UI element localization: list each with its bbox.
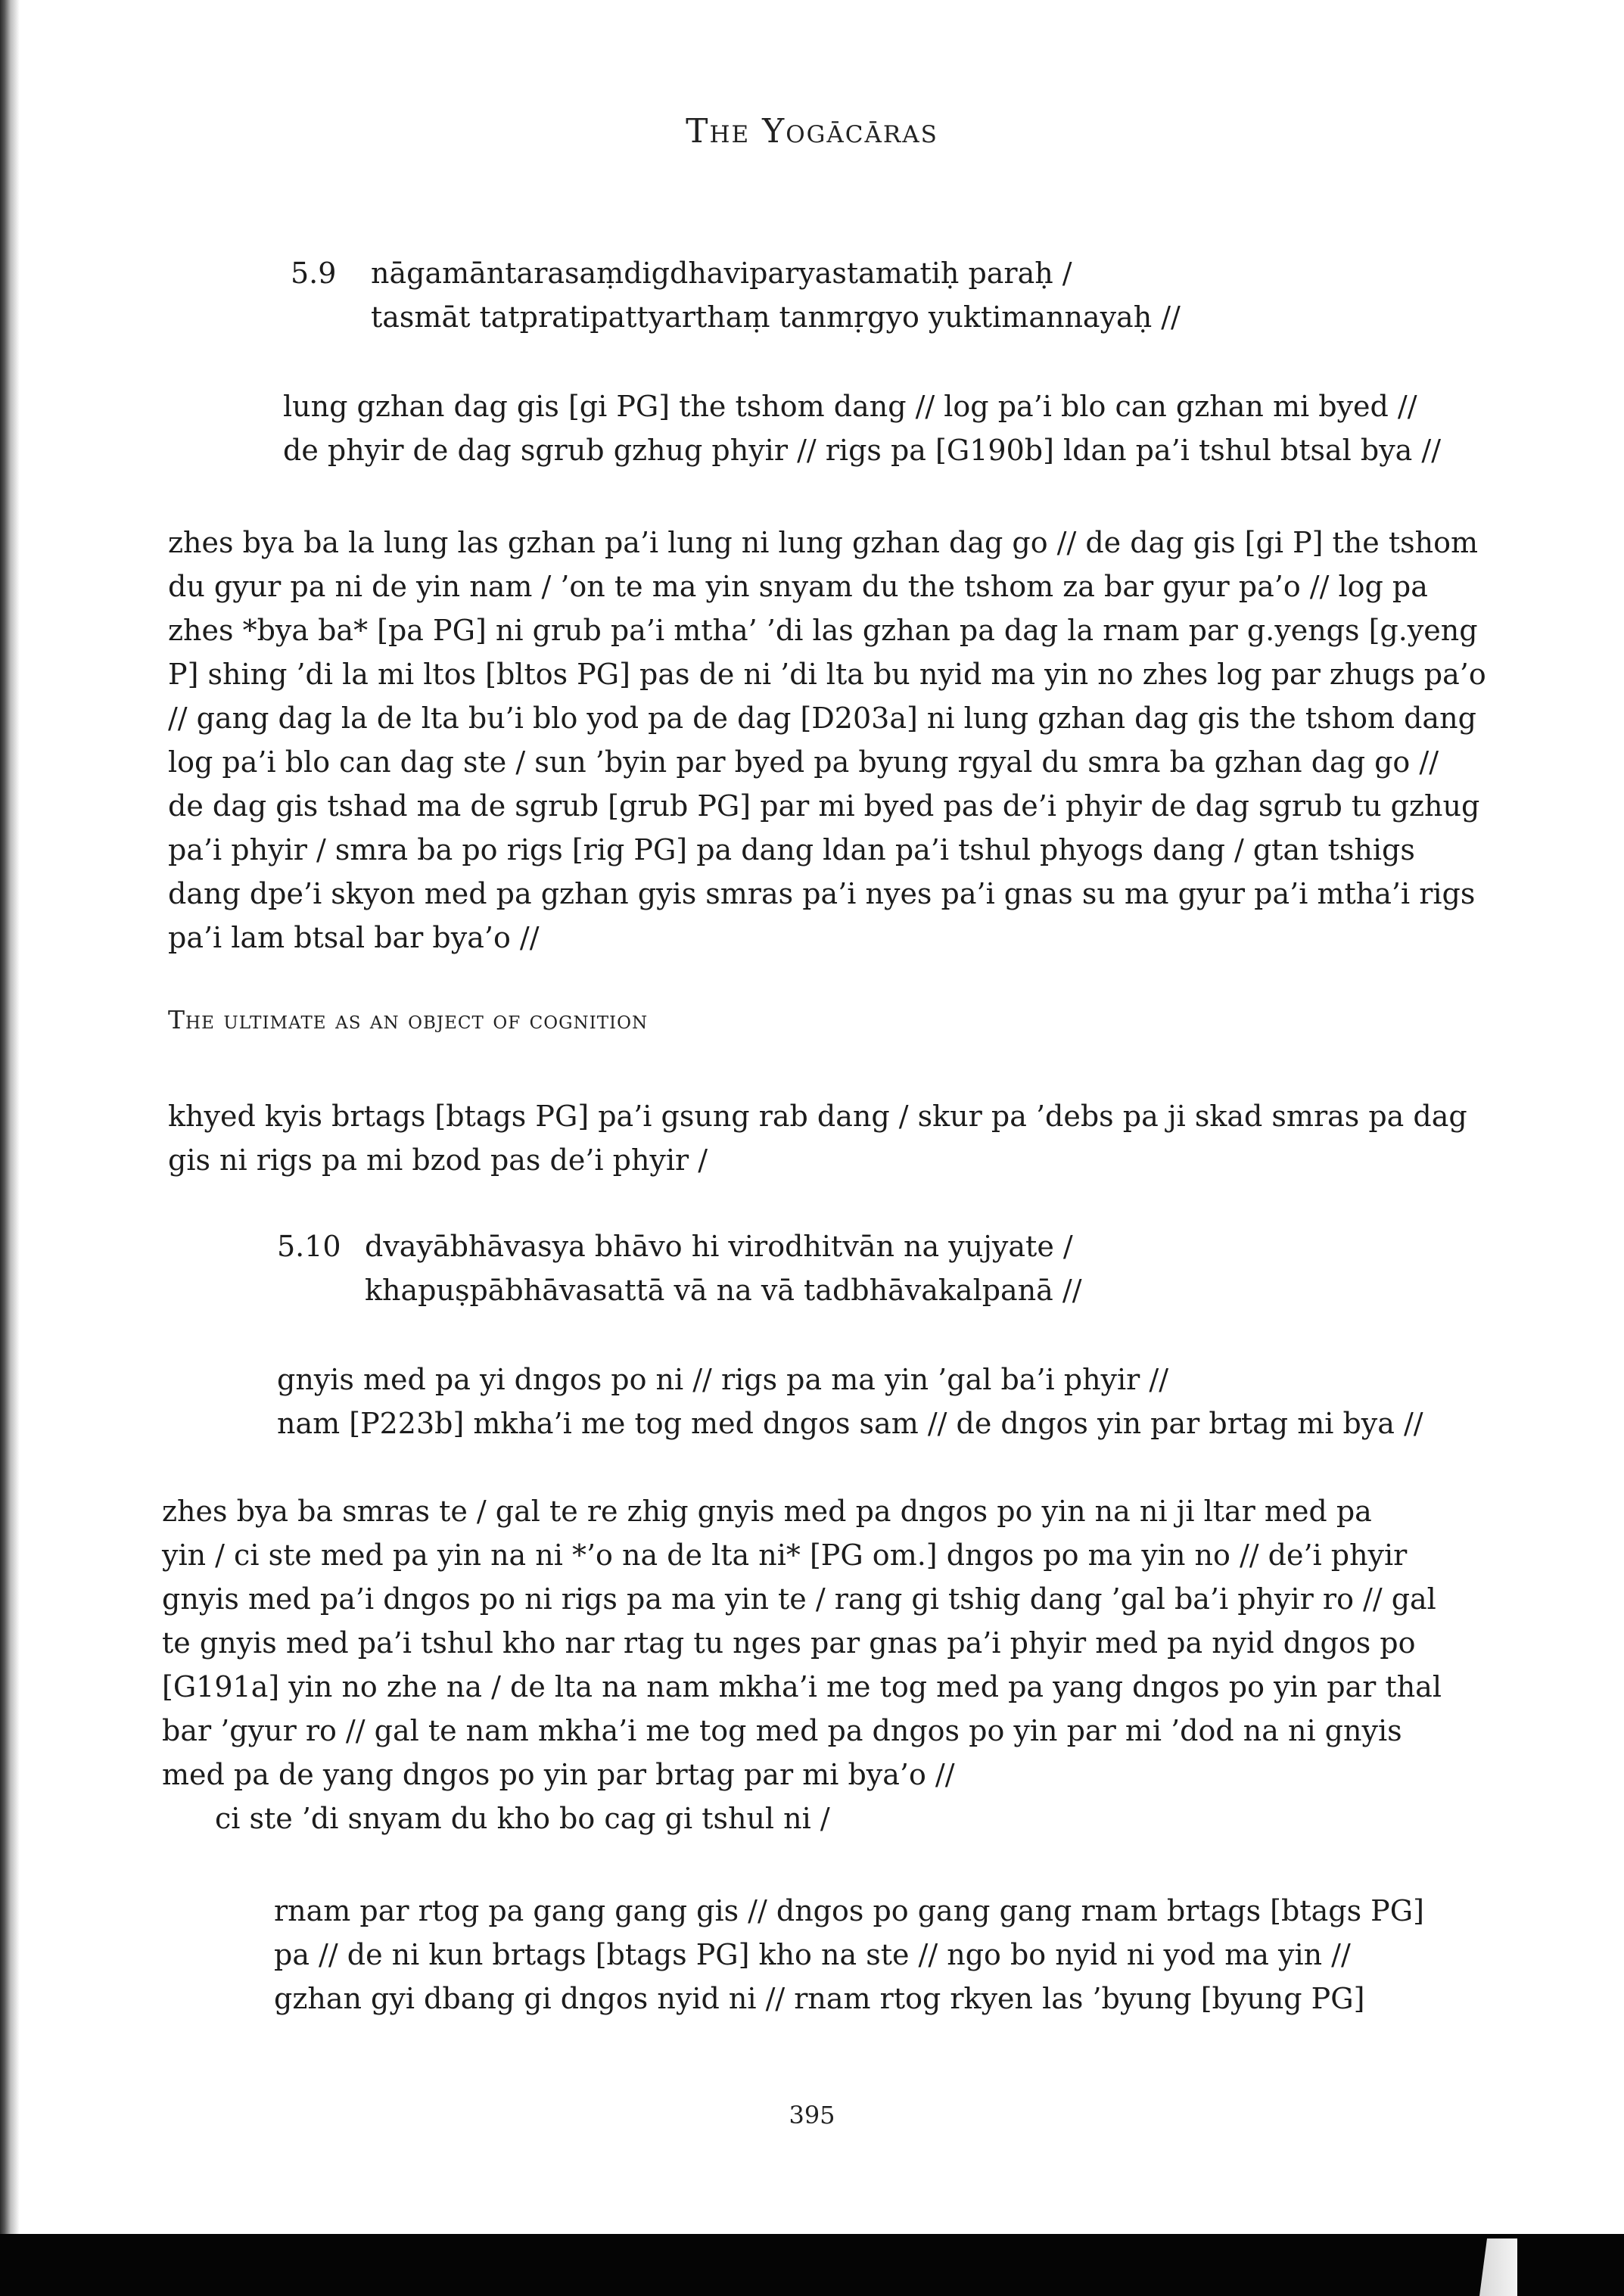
verse-quote-line: gzhan gyi dbang gi dngos nyid ni // rnam rtog rkyen las ’byung [byung PG] (274, 1982, 1365, 2015)
verse-5-10-sanskrit (365, 1224, 1082, 1312)
commentary-line: dang dpe’i skyon med pa gzhan gyis smras pa’i nyes pa’i gnas su ma gyur pa’i mtha’i rigs (168, 877, 1476, 910)
commentary-line: [G191a] yin no zhe na / de lta na nam mkha’i me tog med pa yang dngos po yin par thal (162, 1670, 1442, 1703)
commentary-line: P] shing ’di la mi ltos [bltos PG] pas de ni ’di lta bu nyid ma yin no zhes log par zhugs pa’o (168, 658, 1486, 691)
verse-quote (274, 1889, 1424, 2021)
tibetan-line: de phyir de dag sgrub gzhug phyir // rigs pa [G190b] ldan pa’i tshul btsal bya // (283, 434, 1442, 467)
commentary-line: pa’i phyir / smra ba po rigs [rig PG] pa dang ldan pa’i tshul phyogs dang / gtan tshigs (168, 833, 1415, 866)
sanskrit-line: tasmāt tatpratipattyarthaṃ tanmṛgyo yuktimannayaḥ // (371, 300, 1181, 334)
verse-quote-line: rnam par rtog pa gang gang gis // dngos po gang gang rnam brtags [btags PG] (274, 1894, 1424, 1927)
commentary-line: zhes bya ba la lung las gzhan pa’i lung ni lung gzhan dag go // de dag gis [gi P] the tshom (168, 526, 1479, 559)
commentary-line: gnyis med pa’i dngos po ni rigs pa ma yin te / rang gi tshig dang ’gal ba’i phyir ro // gal (162, 1582, 1436, 1616)
page-number: 395 (789, 2101, 835, 2130)
tibetan-line: gnyis med pa yi dngos po ni // rigs pa ma yin ’gal ba’i phyir // (277, 1363, 1169, 1396)
commentary-line: // gang dag la de lta bu’i blo yod pa de dag [D203a] ni lung gzhan dag gis the tshom dang (168, 702, 1476, 735)
verse-quote-line: pa // de ni kun brtags [btags PG] kho na ste // ngo bo nyid ni yod ma yin // (274, 1938, 1351, 1971)
commentary-line: zhes bya ba smras te / gal te re zhig gnyis med pa dngos po yin na ni ji ltar med pa (162, 1495, 1372, 1528)
verse-number-5-9: 5.9 (291, 257, 337, 290)
verse-5-10-tibetan (277, 1358, 1423, 1445)
scan-bottom-edge (0, 2234, 1624, 2296)
book-spine-shadow (0, 0, 20, 2296)
commentary-line: te gnyis med pa’i tshul kho nar rtag tu nges par gnas pa’i phyir med pa nyid dngos po (162, 1626, 1416, 1660)
commentary-line: gis ni rigs pa mi bzod pas de’i phyir / (168, 1143, 708, 1177)
commentary-paragraph-3 (162, 1489, 1442, 1840)
commentary-line: bar ’gyur ro // gal te nam mkha’i me tog med pa dngos po yin par mi ’dod na ni gnyis (162, 1714, 1402, 1747)
verse-number-5-10: 5.10 (277, 1230, 341, 1263)
commentary-line: du gyur pa ni de yin nam / ’on te ma yin snyam du the tshom za bar gyur pa’o // log pa (168, 570, 1428, 603)
section-heading: The ultimate as an object of cognition (168, 1005, 649, 1034)
running-head: The Yogācāras (686, 112, 938, 151)
commentary-line: yin / ci ste med pa yin na ni *’o na de lta ni* [PG om.] dngos po ma yin no // de’i phyir (162, 1538, 1408, 1572)
commentary-line: med pa de yang dngos po yin par brtag par mi bya’o // (162, 1758, 955, 1791)
commentary-paragraph-2 (168, 1094, 1467, 1182)
tibetan-line: nam [P223b] mkha’i me tog med dngos sam // de dngos yin par brtag mi bya // (277, 1407, 1423, 1440)
commentary-continuation-line: ci ste ’di snyam du kho bo cag gi tshul ni / (215, 1802, 830, 1835)
commentary-line: pa’i lam btsal bar bya’o // (168, 921, 540, 954)
verse-5-9-tibetan (283, 384, 1441, 472)
commentary-line: de dag gis tshad ma de sgrub [grub PG] par mi byed pas de’i phyir de dag sgrub tu gzhug (168, 789, 1480, 823)
commentary-line: khyed kyis brtags [btags PG] pa’i gsung rab dang / skur pa ’debs pa ji skad smras pa dag (168, 1100, 1467, 1133)
tibetan-line: lung gzhan dag gis [gi PG] the tshom dang // log pa’i blo can gzhan mi byed // (283, 390, 1417, 423)
sanskrit-line: nāgamāntarasaṃdigdhaviparyastamatiḥ paraḥ / (371, 257, 1072, 290)
sanskrit-line: dvayābhāvasya bhāvo hi virodhitvān na yujyate / (365, 1230, 1073, 1263)
verse-5-9-sanskrit (371, 251, 1181, 339)
commentary-line: log pa’i blo can dag ste / sun ’byin par byed pa byung rgyal du smra ba gzhan dag go // (168, 745, 1439, 779)
commentary-line: zhes *bya ba* [pa PG] ni grub pa’i mtha’ ’di las gzhan pa dag la rnam par g.yengs [g.yeng (168, 614, 1478, 647)
sanskrit-line: khapuṣpābhāvasattā vā na vā tadbhāvakalpanā // (365, 1274, 1082, 1307)
commentary-paragraph-1 (168, 521, 1486, 960)
